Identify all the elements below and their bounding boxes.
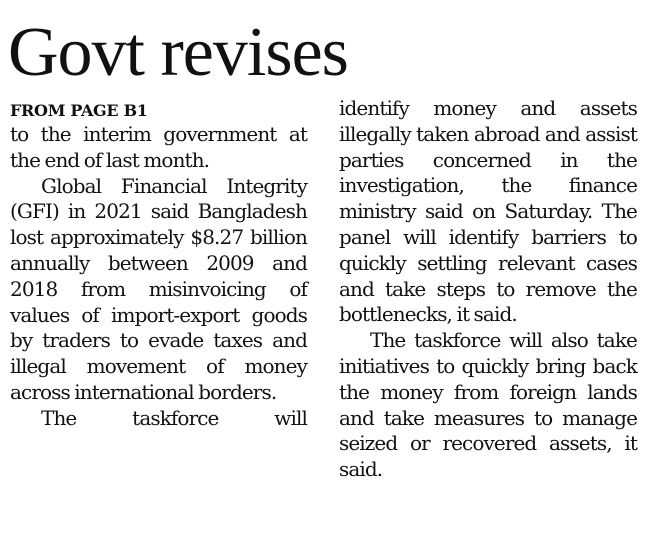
headline: Govt revises [8, 14, 348, 91]
paragraph-gfi: Global Financial Integrity (GFI) in 2021 said Bangladesh lost approximately $8.27 billion annually between 2009 and 2018 from misinvoicing of values of import-export goods by traders to evade taxes and illegal movement of money across international borders. [10, 173, 307, 404]
paragraph-continued: to the interim government at the end of last month. [10, 122, 307, 172]
paragraph-taskforce-initiatives: The taskforce will also take initiatives to quickly bring back the money from foreign lands and take measures to manage seized or recovered assets, it said. [339, 328, 637, 482]
continuation-kicker: FROM PAGE B1 [10, 101, 148, 120]
article-column-left [10, 122, 307, 432]
paragraph-taskforce-continued: identify money and assets illegally taken abroad and assist parties concerned in the investigation, the finance ministry said on Saturday. The panel will identify barriers to quickly settling relevant cases and take steps to remove the bottlenecks, it said. [339, 96, 637, 327]
article-column-right [339, 96, 637, 483]
paragraph-taskforce-start: The taskforce will [41, 405, 307, 430]
